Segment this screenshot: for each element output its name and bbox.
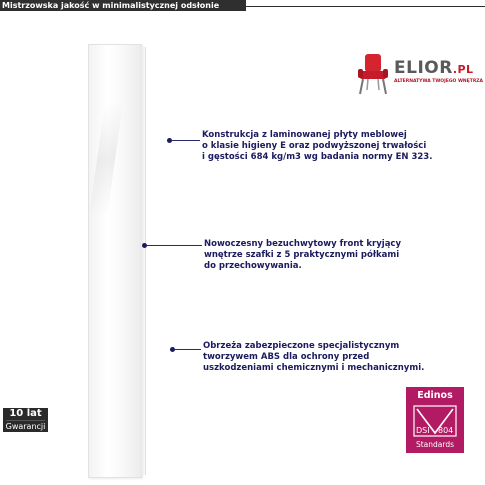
dsi-emblem-icon <box>413 405 457 437</box>
feature-line: Nowoczesny bezuchwytowy front kryjący <box>204 239 402 249</box>
header-title: Mistrzowska jakość w minimalistycznej odsłonie <box>2 1 220 10</box>
feature-line: uszkodzeniami chemicznymi i mechanicznymi. <box>203 363 425 373</box>
cabinet-gloss <box>89 105 122 215</box>
emblem-left-mark: DSI <box>416 426 430 435</box>
feature-line: wnętrze szafki z 5 praktycznymi półkami <box>204 250 400 260</box>
header-divider <box>244 6 485 7</box>
logo-wordmark <box>394 58 474 78</box>
elior-logo[interactable] <box>336 52 484 98</box>
edinos-standards-badge <box>406 387 464 453</box>
header-bar <box>0 0 246 11</box>
feature-line: Obrzeża zabezpieczone specjalistycznym <box>203 341 400 351</box>
cabinet-image <box>88 44 142 478</box>
feature-line: o klasie higieny E oraz podwyższonej trwałości <box>202 141 427 151</box>
cabinet-side-edge <box>140 47 146 475</box>
leader-line <box>147 245 202 246</box>
logo-tagline: ALTERNATYWA TWOJEGO WNĘTRZA <box>394 79 484 84</box>
leader-line <box>175 349 201 350</box>
feature-line: tworzywem ABS dla ochrony przed <box>203 352 370 362</box>
warranty-badge <box>3 408 48 432</box>
logo-suffix: .PL <box>452 63 474 76</box>
feature-description <box>204 239 401 272</box>
warranty-label: Gwarancji <box>5 422 46 431</box>
leader-line <box>172 140 200 141</box>
emblem-right-mark: 804 <box>438 426 454 435</box>
feature-description <box>202 130 432 163</box>
edinos-brand: Edinos <box>417 390 453 401</box>
chair-icon <box>356 52 390 96</box>
feature-line: i gęstości 684 kg/m3 wg badania normy EN 323. <box>202 152 433 162</box>
feature-line: do przechowywania. <box>204 261 302 271</box>
logo-brand: ELIOR <box>394 58 453 78</box>
feature-line: Konstrukcja z laminowanej płyty meblowej <box>202 130 407 140</box>
feature-description <box>203 341 424 374</box>
edinos-label: Standards <box>415 440 455 449</box>
warranty-years: 10 lat <box>6 408 45 421</box>
